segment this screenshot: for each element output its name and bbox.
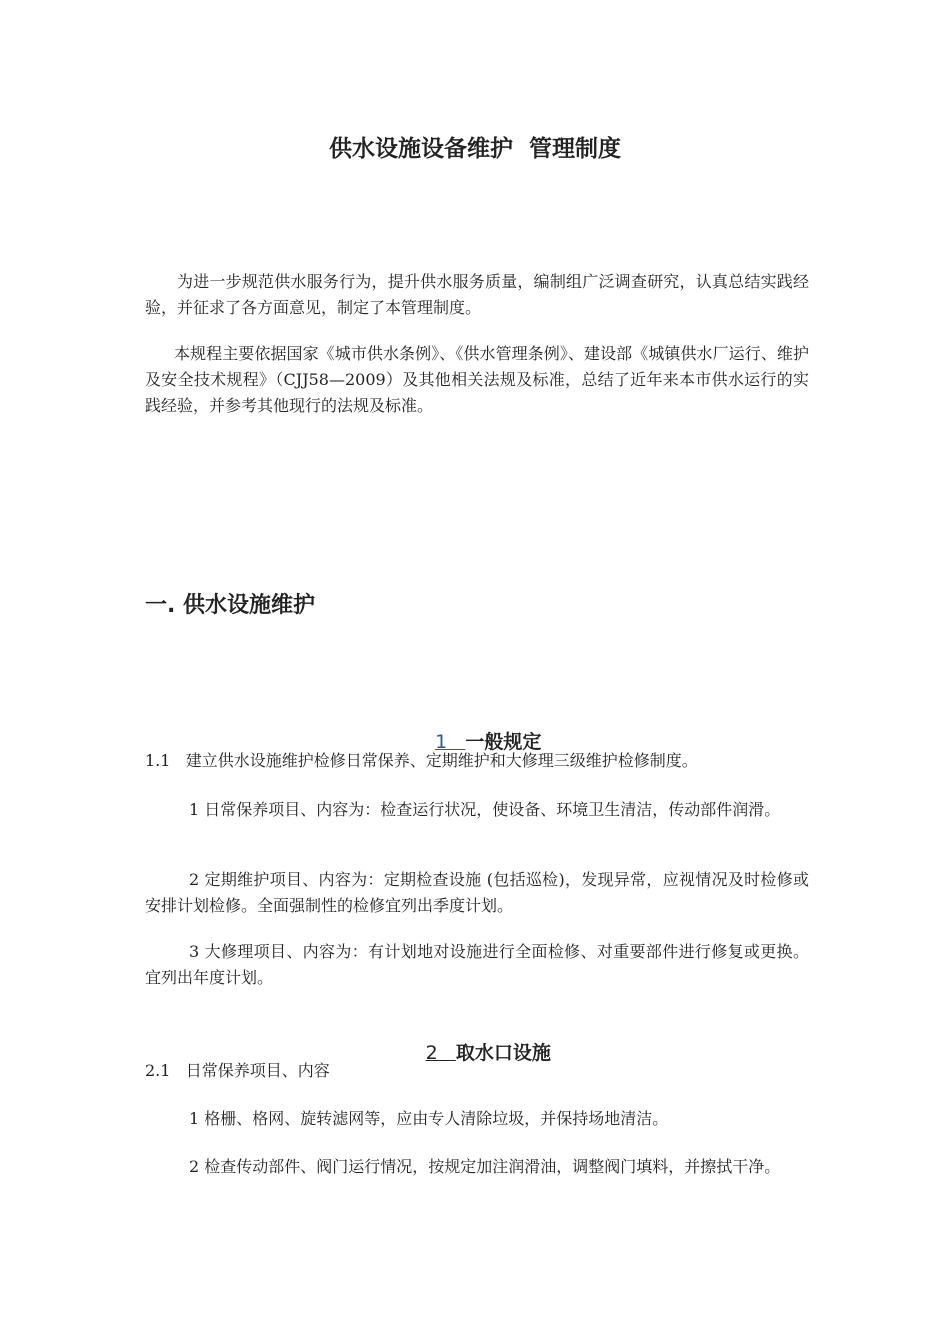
list-item: 1 格栅、格网、旋转滤网等，应由专人清除垃圾，并保持场地清洁。 [189,1109,669,1128]
subsection-number: 2 [425,1042,456,1064]
list-item: 3 大修理项目、内容为：有计划地对设施进行全面检修、对重要部件进行修复或更换。宜列出年度计划。 [145,942,809,987]
list-item: 1 日常保养项目、内容为：检查运行状况，使设备、环境卫生清洁，传动部件润滑。 [189,800,781,819]
subsection-number-link[interactable]: 1 [435,731,466,753]
intro-paragraph-2: 本规程主要依据国家《城市供水条例》、《供水管理条例》、建设部《城镇供水厂运行、维护及安全技术规程》（CJJ58—2009）及其他相关法规及标准，总结了近年来本市供水运行的实践经验，并参考其他现行的法规及标准。 [145,344,809,415]
document-title: 供水设施设备维护 管理制度 [328,136,621,162]
clause-1-1: 1.1 建立供水设施维护检修日常保养、定期维护和大修理三级维护检修制度。 [145,751,698,770]
subsection-title: 一般规定 [465,731,542,753]
clause-2-1: 2.1 日常保养项目、内容 [145,1061,330,1080]
list-item: 2 定期维护项目、内容为：定期检查设施 (包括巡检)，发现异常，应视情况及时检修或安排计划检修。全面强制性的检修宜列出季度计划。 [145,870,809,915]
intro-paragraph-1: 为进一步规范供水服务行为，提升供水服务质量，编制组广泛调查研究，认真总结实践经验，并征求了各方面意见，制定了本管理制度。 [145,272,809,317]
section-heading: 一. 供水设施维护 [145,593,316,618]
list-item: 2 检查传动部件、阀门运行情况，按规定加注润滑油，调整阀门填料，并擦拭干净。 [189,1157,781,1176]
subsection-title: 取水口设施 [455,1042,551,1064]
